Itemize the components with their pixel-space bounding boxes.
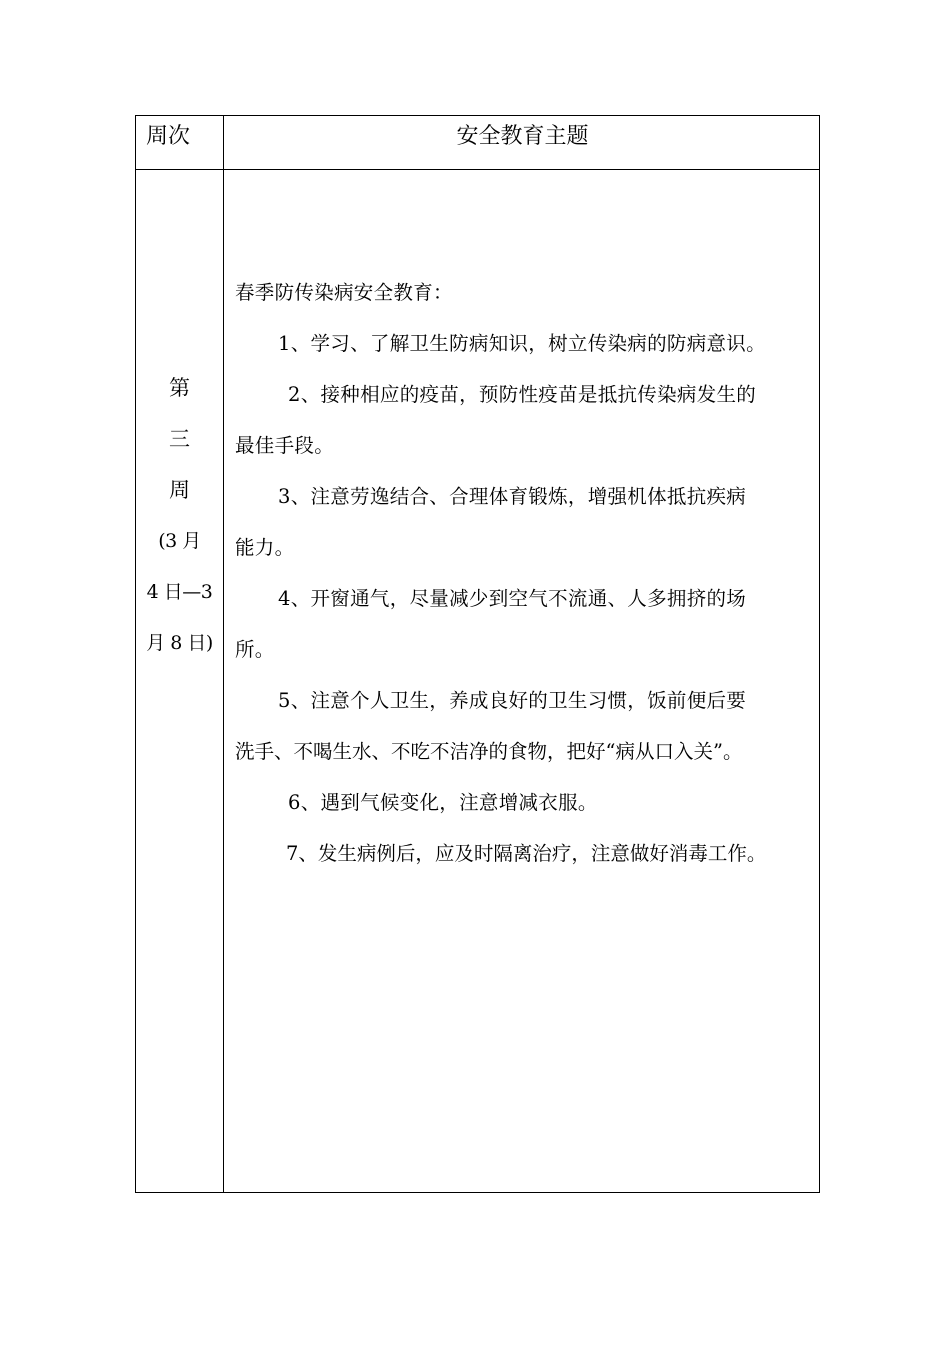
content-title: 春季防传染病安全教育： [235, 281, 453, 304]
week-line: 第 [169, 376, 190, 400]
content-line: 洗手、不喝生水、不吃不洁净的食物，把好“病从口入关”。 [235, 740, 743, 763]
theme-content [235, 278, 817, 890]
header-week: 周次 [146, 124, 191, 149]
content-line: 最佳手段。 [235, 434, 335, 457]
content-line: 2、接种相应的疫苗，预防性疫苗是抵抗传染病发生的 [288, 383, 757, 406]
column-divider [223, 116, 224, 1192]
content-line: 能力。 [235, 536, 295, 559]
content-line: 1、学习、了解卫生防病知识，树立传染病的防病意识。 [278, 332, 766, 355]
content-line: 6、遇到气候变化，注意增减衣服。 [288, 791, 598, 814]
content-line: 5、注意个人卫生，养成良好的卫生习惯，饭前便后要 [278, 689, 747, 712]
safety-education-table [135, 115, 820, 1193]
content-line: 7、发生病例后，应及时隔离治疗，注意做好消毒工作。 [286, 842, 767, 865]
content-line: 4、开窗通气，尽量减少到空气不流通、人多拥挤的场 [278, 587, 747, 610]
week-date-line: 4 日—3 [146, 581, 213, 603]
week-cell [136, 370, 223, 676]
week-date-line: (3 月 [158, 530, 201, 552]
header-divider [136, 169, 819, 170]
content-line: 所。 [235, 638, 275, 661]
content-line: 3、注意劳逸结合、合理体育锻炼，增强机体抵抗疾病 [278, 485, 747, 508]
week-line: 三 [169, 427, 190, 451]
header-theme: 安全教育主题 [456, 124, 589, 149]
week-date-line: 月 8 日) [146, 632, 213, 654]
week-line: 周 [169, 478, 190, 502]
